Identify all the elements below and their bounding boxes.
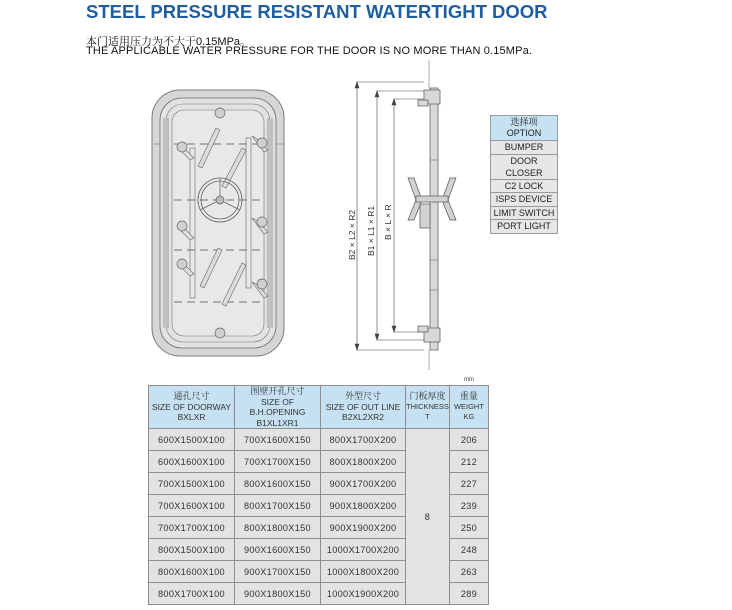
page-title: STEEL PRESSURE RESISTANT WATERTIGHT DOOR [86,1,548,22]
thickness-cell: 8 [406,429,450,605]
table-row: 700X1600X100 800X1700X150 900X1800X200 239 [149,495,489,517]
options-header: 选择项 OPTION [491,116,558,141]
option-item: C2 LOCK [491,179,558,193]
dim-label-b2l2r2: B2 × L2 × R2 [347,209,357,260]
option-item: ISPS DEVICE [491,193,558,207]
option-item: PORT LIGHT [491,220,558,234]
options-table [490,115,558,234]
col-header-weight: 重量 WEIGHT KG [449,386,488,429]
col-header-outline: 外型尺寸 SIZE OF OUT LINE B2XL2XR2 [321,386,406,429]
pressure-note-en: THE APPLICABLE WATER PRESSURE FOR THE DOOR IS NO MORE THAN 0.15MPa. [86,45,533,57]
col-header-opening: 围壁开孔尺寸 SIZE OF B.H.OPENING B1XL1XR1 [235,386,321,429]
table-row: 800X1600X100 900X1700X150 1000X1800X200 263 [149,561,489,583]
col-header-thickness: 门板厚度 THICKNESS T [406,386,450,429]
col-header-doorway: 通孔尺寸 SIZE OF DOORWAY BXLXR [149,386,235,429]
dim-label-b1l1r1: B1 × L1 × R1 [366,205,376,256]
table-row: 600X1600X100 700X1700X150 800X1800X200 212 [149,451,489,473]
table-row: 600X1500X100 700X1600X150 800X1700X200 8 206 [149,429,489,451]
option-item: LIMIT SWITCH [491,206,558,220]
door-front-view-drawing [150,88,290,360]
door-side-view-drawing [340,60,470,370]
table-row: 700X1700X100 800X1800X150 900X1900X200 250 [149,517,489,539]
table-row: 800X1500X100 900X1600X150 1000X1700X200 248 [149,539,489,561]
unit-label: mm [464,377,474,383]
option-item: DOOR CLOSER [491,154,558,179]
pressure-note-cn: 本门适用压力为不大于0.15MPa。 [86,36,252,48]
table-row: 800X1700X100 900X1800X150 1000X1900X200 289 [149,583,489,605]
option-item: BUMPER [491,141,558,155]
table-row: 700X1500X100 800X1600X150 900X1700X200 227 [149,473,489,495]
spec-table [148,385,489,605]
dim-label-blr: B × L × R [383,204,393,240]
